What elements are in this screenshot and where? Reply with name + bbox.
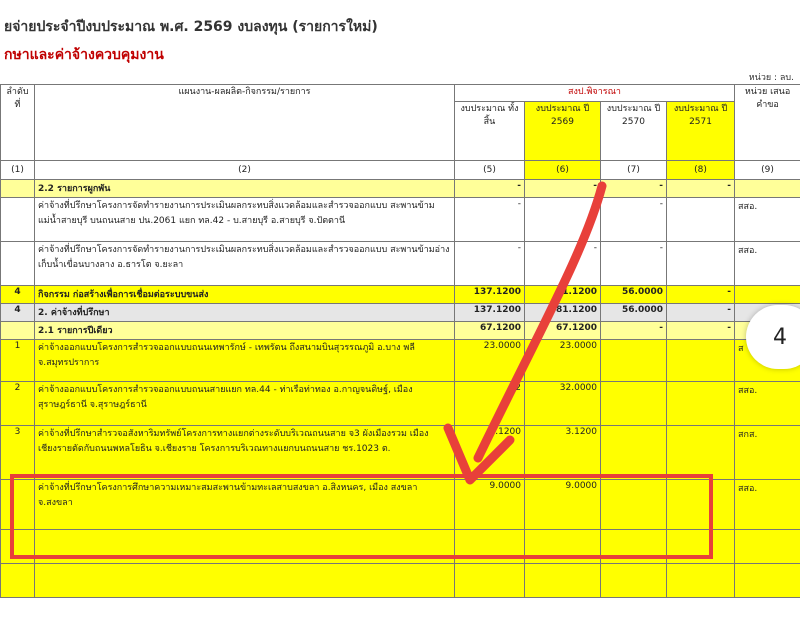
row-desc: 2.2 รายการผูกพัน [35, 180, 455, 198]
table-row [1, 286, 800, 304]
row-2569: 23.0000 [525, 340, 601, 382]
unit-label: หน่วย : ลบ. [748, 73, 794, 83]
row-2569: - [525, 242, 601, 286]
col-group-header: สงป.พิจารณา [455, 85, 735, 102]
row-unit [735, 286, 800, 304]
col-num-1: (1) [1, 161, 35, 180]
row-2570: 56.0000 [601, 304, 667, 322]
col-num-8: (8) [667, 161, 735, 180]
row-total: 137.1200 [455, 304, 525, 322]
row-desc: 2.1 รายการปีเดียว [35, 322, 455, 340]
row-2569: 9.0000 [525, 480, 601, 530]
col-header-2569: งบประมาณ ปี 2569 [525, 102, 601, 161]
badge-number: 4 [773, 324, 787, 350]
row-2569: 32.0000 [525, 382, 601, 426]
row-2570: - [601, 242, 667, 286]
row-2570 [601, 426, 667, 480]
col-header-total: งบประมาณ ทั้งสิ้น [455, 102, 525, 161]
row-no: 3 [1, 426, 35, 480]
table-row [1, 322, 800, 340]
row-2571: - [667, 180, 735, 198]
row-total: 9.0000 [455, 480, 525, 530]
row-desc: ค่าจ้างที่ปรึกษาโครงการศึกษาความเหมาะสมสะพานข้ามทะเลสาบสงขลา อ.สิงหนคร, เมือง สงขลา จ.สงขลา [35, 480, 455, 530]
row-total: 67.1200 [455, 322, 525, 340]
row-2569: 3.1200 [525, 426, 601, 480]
row-total: 23.0000 [455, 340, 525, 382]
row-2570: - [601, 198, 667, 242]
table-row [1, 180, 800, 198]
col-num-6: (6) [525, 161, 601, 180]
table-row-empty [1, 564, 800, 598]
row-desc: ค่าจ้างที่ปรึกษาโครงการจัดทำรายงานการประเมินผลกระทบสิ่งแวดล้อมและสำรวจออกแบบ สะพานข้ามแม่น้ำสายบุรี บนถนนสาย ปน.2061 แยก ทล.42 - บ.สายบุรี อ.สายบุรี จ.ปัตตานี [35, 198, 455, 242]
row-desc: ค่าจ้างออกแบบโครงการสำรวจออกแบบถนนสายแยก ทล.44 - ท่าเรือท่าทอง อ.กาญจนดิษฐ์, เมืองสุราษฎร์ธานี จ.สุราษฎร์ธานี [35, 382, 455, 426]
row-desc: ค่าจ้างที่ปรึกษาสำรวจอสังหาริมทรัพย์โครงการทางแยกต่างระดับบริเวณถนนสาย จ3 ผังเมืองรวม เมืองเชียงรายตัดกับถนนพหลโยธิน จ.เชียงราย โครงการบริเวณทางแยกบนถนนสาย ชร.1023 ต. [35, 426, 455, 480]
row-2571: - [667, 304, 735, 322]
row-total: - [455, 242, 525, 286]
row-unit [735, 180, 800, 198]
row-2570 [601, 340, 667, 382]
row-no: 1 [1, 340, 35, 382]
col-header-item: แผนงาน-ผลผลิต-กิจกรรม/รายการ [35, 85, 455, 161]
table-row [1, 426, 800, 480]
row-2569: 67.1200 [525, 322, 601, 340]
highlight-box [10, 474, 713, 559]
row-2569: 81.1200 [525, 286, 601, 304]
row-desc: ค่าจ้างออกแบบโครงการสำรวจออกแบบถนนเทพารักษ์ - เทพรัตน ถึงสนามบินสุวรรณภูมิ อ.บาง พลี จ.สมุทรปราการ [35, 340, 455, 382]
row-2571 [667, 340, 735, 382]
row-2570 [601, 382, 667, 426]
row-no: 2 [1, 382, 35, 426]
col-header-no: ลำดับ ที่ [1, 85, 35, 161]
row-total: - [455, 180, 525, 198]
row-2571 [667, 242, 735, 286]
row-desc: 2. ค่าจ้างที่ปรึกษา [35, 304, 455, 322]
row-2569: - [525, 198, 601, 242]
row-total: 3.1200 [455, 426, 525, 480]
row-2569: - [525, 180, 601, 198]
table-row [1, 242, 800, 286]
col-num-9: (9) [735, 161, 800, 180]
row-total: 32 [455, 382, 525, 426]
row-unit: สสอ. [735, 242, 800, 286]
col-header-2571: งบประมาณ ปี 2571 [667, 102, 735, 161]
row-2571 [667, 198, 735, 242]
table-row [1, 340, 800, 382]
col-header-2570: งบประมาณ ปี 2570 [601, 102, 667, 161]
table-row [1, 304, 800, 322]
row-desc: ค่าจ้างที่ปรึกษาโครงการจัดทำรายงานการประเมินผลกระทบสิ่งแวดล้อมและสำรวจออกแบบ สะพานข้ามอ่างเก็บน้ำเขื่อนบางลาง อ.ธารโต จ.ยะลา [35, 242, 455, 286]
row-no [1, 198, 35, 242]
row-2570: - [601, 322, 667, 340]
row-no: 4 [1, 304, 35, 322]
row-unit: สกส. [735, 426, 800, 480]
row-unit: สสอ. [735, 382, 800, 426]
row-2571: - [667, 286, 735, 304]
row-no [1, 322, 35, 340]
row-unit: ส [735, 340, 800, 382]
row-unit: สสอ. [735, 198, 800, 242]
row-2570: - [601, 180, 667, 198]
row-total: - [455, 198, 525, 242]
col-header-unit: หน่วย เสนอคำขอ [735, 85, 800, 161]
col-num-2: (2) [35, 161, 455, 180]
row-no: 4 [1, 286, 35, 304]
page-subtitle: กษาและค่าจ้างควบคุมงาน [4, 47, 164, 63]
row-unit: สสอ. [735, 480, 800, 530]
table-row [1, 198, 800, 242]
row-desc: กิจกรรม ก่อสร้างเพื่อการเชื่อมต่อระบบขนส่ง [35, 286, 455, 304]
row-2569: 81.1200 [525, 304, 601, 322]
col-num-7: (7) [601, 161, 667, 180]
page-title: ยจ่ายประจำปีงบประมาณ พ.ศ. 2569 งบลงทุน (รายการใหม่) [4, 19, 378, 35]
row-2571 [667, 426, 735, 480]
row-no [1, 242, 35, 286]
row-2571 [667, 382, 735, 426]
row-2570: 56.0000 [601, 286, 667, 304]
row-total: 137.1200 [455, 286, 525, 304]
table-row [1, 382, 800, 426]
row-2571: - [667, 322, 735, 340]
row-no [1, 180, 35, 198]
col-num-5: (5) [455, 161, 525, 180]
